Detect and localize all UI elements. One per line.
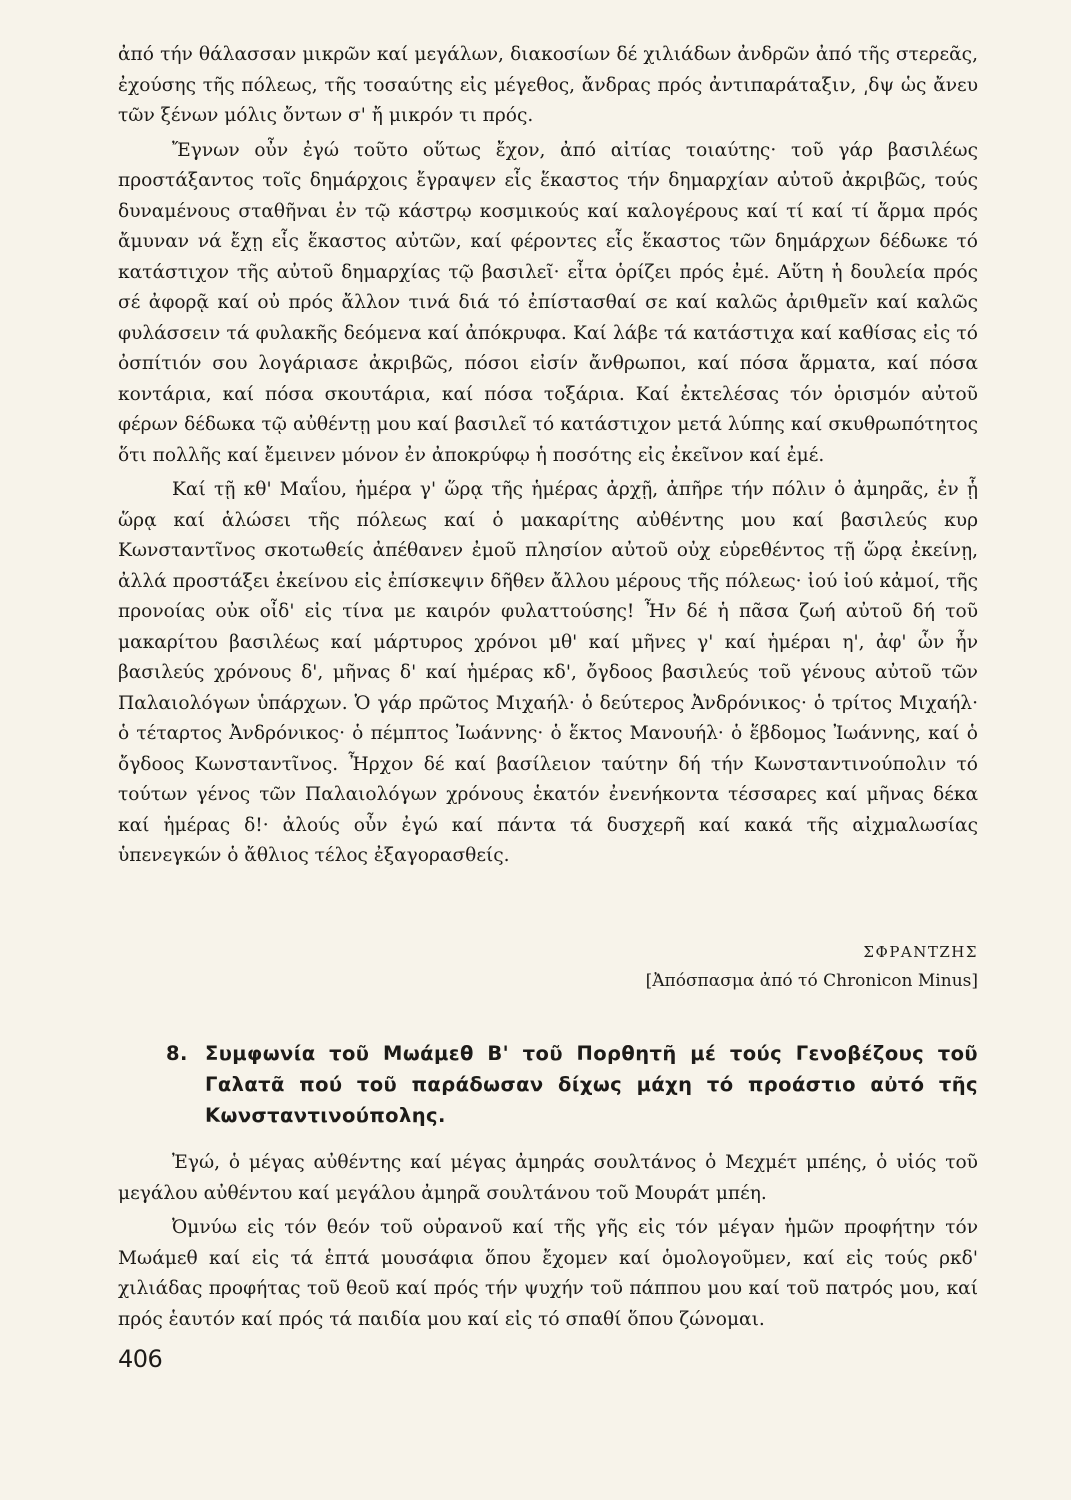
paragraph-census: Ἔγνων οὖν ἐγώ τοῦτο οὕτως ἔχον, ἀπό αἰτίας τοιαύτης· τοῦ γάρ βασιλέως προστάξαντος τοῖς δημάρχοις ἔγραψεν εἷς ἕκαστος τήν δημαρχίαν αὐτοῦ ἀκριβῶς, τούς δυναμένους σταθῆναι ἐν τῷ κάστρῳ κοσμικούς καί καλογέρους καί τί καί τί ἅρμα πρός ἄμυναν νά ἔχῃ εἷς ἕκαστος αὐτῶν, καί φέροντες εἷς ἕκαστος τῶν δημάρχων δέδωκε τό κατάστιχον τῆς αὐτοῦ δημαρχίας τῷ βασιλεῖ· εἶτα ὁρίζει πρός ἐμέ. Αὕτη ἡ δουλεία πρός σέ ἀφορᾷ καί οὐ πρός ἄλλον τινά διά τό ἐπίστασθαί σε καί καλῶς ἀριθμεῖν καί καλῶς φυλάσσειν τά φυλακῆς δεόμενα καί ἀπόκρυφα. Καί λάβε τά κατάστιχα καί καθίσας εἰς τό ὀσπίτιόν σου λογάριασε ἀκριβῶς, πόσοι εἰσίν ἄνθρωποι, καί πόσα ἅρματα, καί πόσα κοντάρια, καί πόσα σκουτάρια, καί πόσα τοξάρια. Καί ἐκτελέσας τόν ὁρισμόν αὐτοῦ φέρων δέδωκα τῷ αὐθέντῃ μου καί βασιλεῖ τό κατάστιχον μετά λύπης καί σκυθρωπότητος ὅτι πολλῆς καί ἔμεινεν μόνον ἐν ἀποκρύφῳ ἡ ποσότης εἰς ἐκεῖνον καί ἐμέ. [118, 139, 978, 466]
paragraph-army-count: ἀπό τήν θάλασσαν μικρῶν καί μεγάλων, διακοσίων δέ χιλιάδων ἀνδρῶν ἀπό τῆς στερεᾶς, ἐχούσης τῆς πόλεως, τῆς τοσαύτης εἰς μέγεθος, ἄνδρας πρός ἀντιπαράταξιν, ͵δψ ὡς ἄνευ τῶν ξένων μόλις ὄντων σ' ἤ μικρόν τι πρός. [118, 44, 978, 126]
section-number: 8. [166, 1042, 188, 1065]
treaty-text [118, 1148, 978, 1335]
page-number: 406 [118, 1345, 163, 1373]
section-title: Συμφωνία τοῦ Μωάμεθ Β' τοῦ Πορθητῆ μέ τούς Γενοβέζους τοῦ Γαλατᾶ πού τοῦ παράδωσαν δίχως μάχη τό προάστιο αὐτό τῆς Κωνσταντινούπολης. [205, 1042, 978, 1127]
source-attribution [646, 938, 978, 996]
paragraph-sultan-declaration: Ἐγώ, ὁ μέγας αὐθέντης καί μέγας ἀμηράς σουλτάνος ὁ Μεχμέτ μπέης, ὁ υἱός τοῦ μεγάλου αὐθέντου καί μεγάλου ἀμηρᾶ σουλτάνου τοῦ Μουράτ μπέη. [118, 1152, 978, 1204]
author-name: ΣΦΡΑΝΤΖΗΣ [863, 943, 978, 961]
paragraph-oath: Ὀμνύω εἰς τόν θεόν τοῦ οὐρανοῦ καί τῆς γῆς εἰς τόν μέγαν ἡμῶν προφήτην τόν Μωάμεθ καί εἰς τά ἑπτά μουσάφια ὅπου ἔχομεν καί ὁμολογοῦμεν, καί εἰς τούς ρκδ' χιλιάδας προφήτας τοῦ θεοῦ καί πρός τήν ψυχήν τοῦ πάππου μου καί τοῦ πατρός μου, καί πρός ἑαυτόν καί πρός τά παιδία μου καί εἰς τό σπαθί ὅπου ζώνομαι. [118, 1217, 978, 1330]
paragraph-fall-of-city: Καί τῇ κθ' Μαΐου, ἡμέρα γ' ὥρᾳ τῆς ἡμέρας ἀρχῇ, ἀπῆρε τήν πόλιν ὁ ἀμηρᾶς, ἐν ᾗ ὥρᾳ καί ἁλώσει τῆς πόλεως καί ὁ μακαρίτης αὐθέντης μου καί βασιλεύς κυρ Κωνσταντῖνος σκοτωθείς ἀπέθανεν ἐμοῦ πλησίον αὐτοῦ οὐχ εὑρεθέντος τῇ ὥρᾳ ἐκείνῃ, ἀλλά προστάξει ἐκείνου εἰς ἐπίσκεψιν δῆθεν ἄλλου μέρους τῆς πόλεως· ἰού ἰού κἀμοί, τῆς προνοίας οὐκ οἶδ' εἰς τίνα με καιρόν φυλαττούσης! Ἦν δέ ἡ πᾶσα ζωή αὐτοῦ δή τοῦ μακαρίτου βασιλέως καί μάρτυρος χρόνοι μθ' καί μῆνες γ' καί ἡμέραι η', ἀφ' ὧν ἦν βασιλεύς χρόνους δ', μῆνας δ' καί ἡμέρας κδ', ὄγδοος βασιλεύς τοῦ γένους αὐτοῦ τῶν Παλαιολόγων ὑπάρχων. Ὁ γάρ πρῶτος Μιχαήλ· ὁ δεύτερος Ἀνδρόνικος· ὁ τρίτος Μιχαήλ· ὁ τέταρτος Ἀνδρόνικος· ὁ πέμπτος Ἰωάννης· ὁ ἕκτος Μανουήλ· ὁ ἕβδομος Ἰωάννης, καί ὁ ὄγδοος Κωνσταντῖνος. Ἦρχον δέ καί βασίλειον ταύτην δή τήν Κωνσταντινούπολιν τό τούτων γένος τῶν Παλαιολόγων χρόνους ἑκατόν ἐνενήκοντα τέσσαρες καί μῆνας δέκα καί ἡμέρας δ!· ἀλούς οὖν ἐγώ καί πάντα τά δυσχερῆ καί κακά τῆς αἰχμαλωσίας ὑπενεγκών ὁ ἄθλιος τέλος ἐξαγορασθείς. [118, 479, 978, 866]
section-heading [168, 1038, 978, 1131]
chronicle-excerpt [118, 40, 978, 872]
source-reference: [Ἀπόσπασμα ἀπό τό Chronicon Minus] [645, 971, 978, 991]
